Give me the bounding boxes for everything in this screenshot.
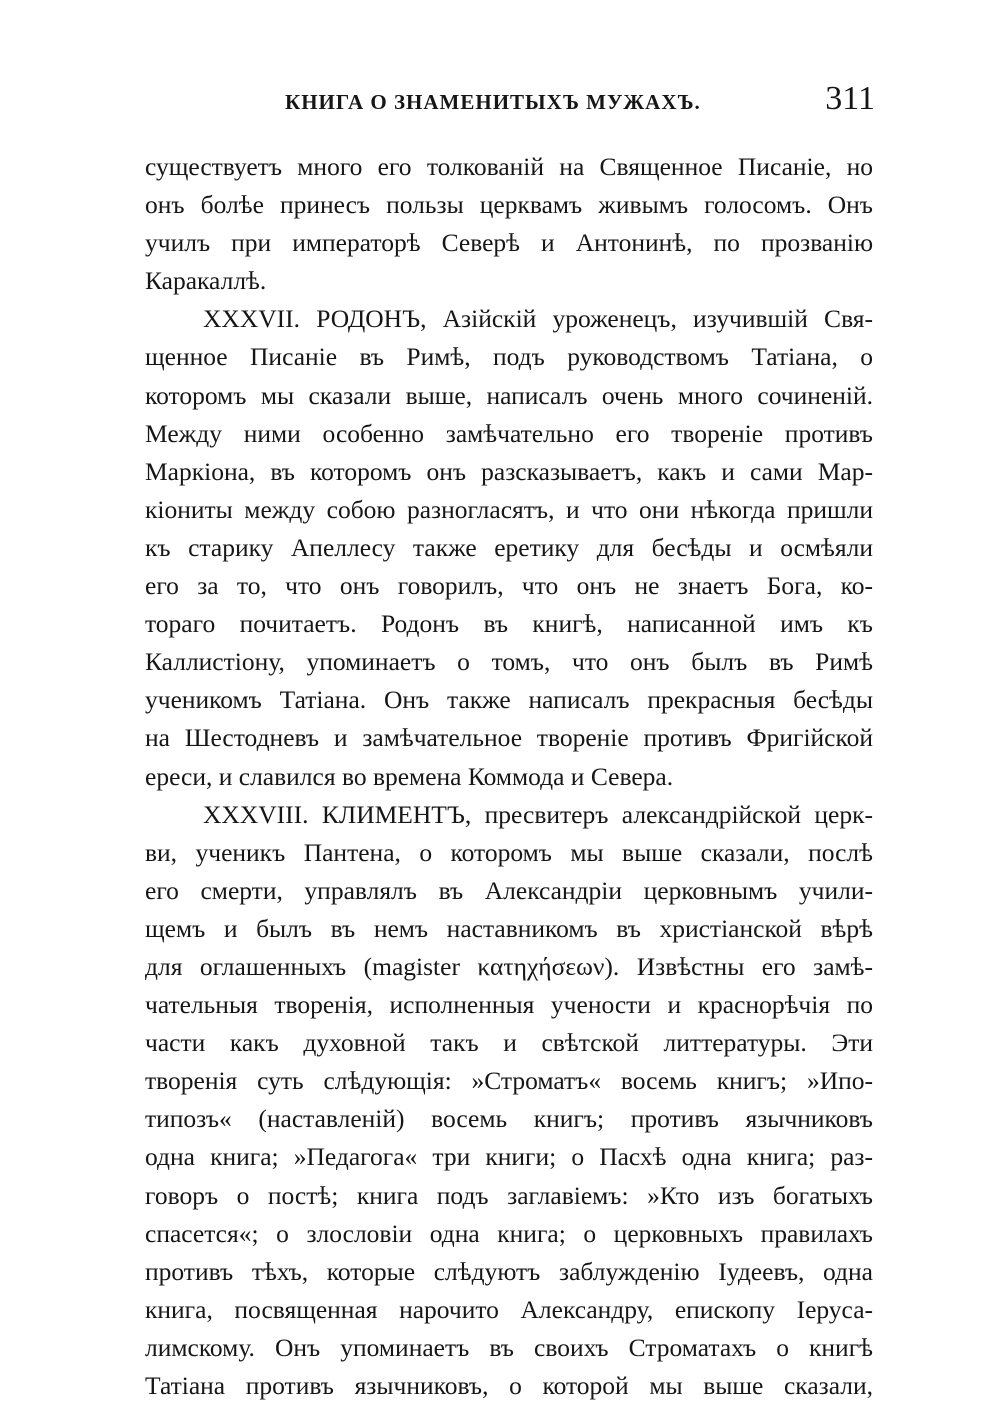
text-line: говоръ о постѣ; книга подъ заглавіемъ: »Кто изъ богатыхъ — [145, 1180, 873, 1210]
text-line: кіониты между собою разногласятъ, и что они нѣкогда пришли — [145, 494, 873, 524]
text-line: части какъ духовной такъ и свѣтской литтературы. Эти — [145, 1028, 873, 1058]
text-line: существуетъ много его толкованій на Священное Писаніе, но — [145, 152, 873, 181]
body-text — [145, 148, 873, 1405]
text-line: одна книга; »Педагога« три книги; о Пасхѣ одна книга; раз- — [145, 1142, 873, 1172]
text-line: творенія суть слѣдующія: »Строматъ« восемь книгъ; »Ипо- — [145, 1066, 873, 1096]
running-head — [145, 80, 875, 130]
text-line: на Шестодневъ и замѣчательное твореніе противъ Фригійской — [145, 723, 873, 753]
text-line: щенное Писаніе въ Римѣ, подъ руководствомъ Татіана, о — [145, 342, 873, 372]
text-line: его смерти, управлялъ въ Александріи церковнымъ учили- — [145, 875, 873, 905]
text-line: щемъ и былъ въ немъ наставникомъ въ христіанской вѣрѣ — [145, 913, 873, 943]
text-line: типозъ« (наставленій) восемь книгъ; противъ язычниковъ — [145, 1104, 873, 1134]
text-line: Между ними особенно замѣчательно его твореніе противъ — [145, 418, 873, 448]
text-line: Каллистіону, упоминаетъ о томъ, что онъ былъ въ Римѣ — [145, 647, 873, 677]
text-line: которомъ мы сказали выше, написалъ очень много сочиненій. — [145, 380, 873, 410]
text-line: Каракаллѣ. — [145, 266, 267, 296]
text-line: Маркіона, въ которомъ онъ разсказываетъ, какъ и сами Мар- — [145, 456, 873, 486]
text-line: его за то, что онъ говорилъ, что онъ не знаетъ Бога, ко- — [145, 571, 873, 601]
text-line: къ старику Апеллесу также еретику для бесѣды и осмѣяли — [145, 532, 873, 562]
running-title: КНИГА О ЗНАМЕНИТЫХЪ МУЖАХЪ. — [285, 90, 701, 114]
text-line: онъ болѣе принесъ пользы церквамъ живымъ голосомъ. Онъ — [145, 190, 873, 220]
text-line: ви, ученикъ Пантена, о которомъ мы выше сказали, послѣ — [145, 837, 873, 867]
text-line: чательныя творенія, исполненныя учености и краснорѣчія по — [145, 990, 873, 1020]
text-line: Татіана противъ язычниковъ, о которой мы выше сказали, — [145, 1371, 873, 1400]
text-line: XXXVIII. КЛИМЕНТЪ, пресвитеръ александрійской церк- — [203, 799, 873, 829]
text-line: ученикомъ Татіана. Онъ также написалъ прекрасныя бесѣды — [145, 685, 873, 715]
text-line: лимскому. Онъ упоминаетъ въ своихъ Строматахъ о книгѣ — [145, 1332, 873, 1362]
text-line: спасется«; о злословіи одна книга; о церковныхъ правилахъ — [145, 1218, 873, 1248]
text-line: книга, посвященная нарочито Александру, епископу Іеруса- — [145, 1294, 873, 1324]
text-line: тораго почитаетъ. Родонъ въ книгѣ, написанной имъ къ — [145, 609, 873, 639]
page-number: 311 — [825, 80, 875, 117]
text-line: училъ при императорѣ Северѣ и Антонинѣ, по прозванію — [145, 228, 873, 258]
text-line: ереси, и славился во времена Коммода и Севера. — [145, 761, 674, 791]
text-line: для оглашенныхъ (magister κατηχήσεων). Извѣстны его замѣ- — [145, 951, 873, 981]
text-line: противъ тѣхъ, которые слѣдуютъ заблужденію Іудеевъ, одна — [145, 1256, 873, 1286]
text-line: XXXVII. РОДОНЪ, Азійскій уроженецъ, изучившій Свя- — [203, 304, 873, 334]
